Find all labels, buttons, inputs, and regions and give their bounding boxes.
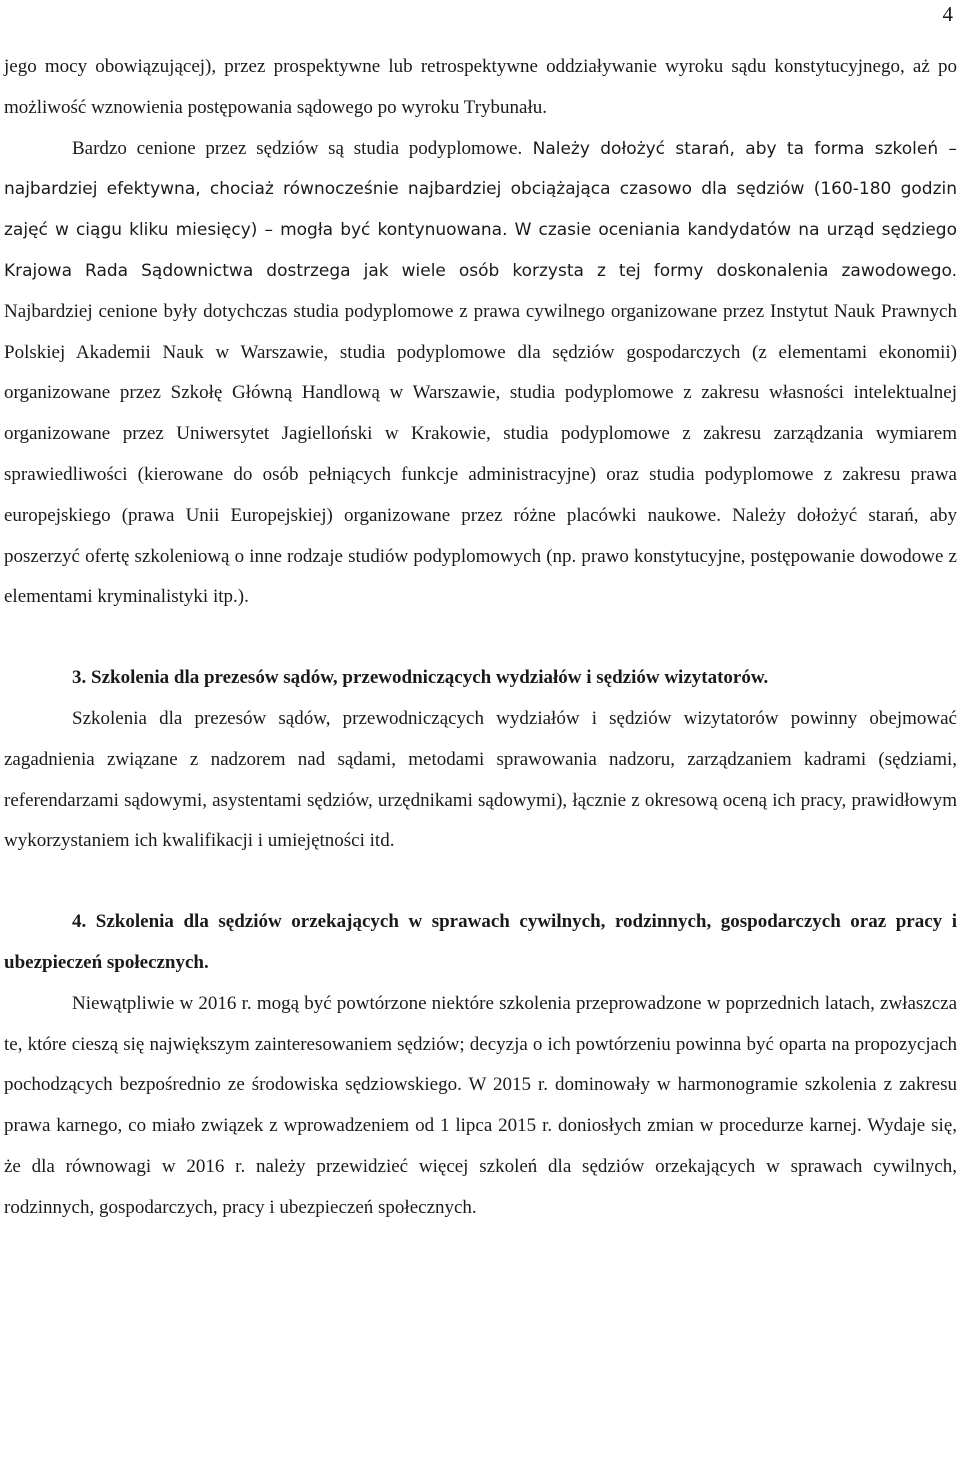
- paragraph-text-serif: mogą być powtórzone niektóre szkolenia przeprowadzone w poprzednich latach, zwłaszcza te, które cieszą się największym zainteresowaniem sędziów; decyzja o ich powtórzeniu powinna być oparta na propozycjach pochodzących bezpośrednio ze środowiska sędziowskiego.: [4, 992, 958, 1096]
- page-number: 4: [942, 2, 953, 26]
- paragraph-text-serif: należy przewidzieć więcej szkoleń dla sędziów orzekających w sprawach cywilnych, rodzinnych, gospodarczych, pracy i ubezpieczeń społecznych.: [4, 1155, 957, 1218]
- paragraph-court-presidents: [4, 699, 957, 862]
- section-heading-3: 3. Szkolenia dla prezesów sądów, przewodniczących wydziałów i sędziów wizytatorów.: [72, 667, 769, 689]
- paragraph-text: Szkolenia dla prezesów sądów, przewodniczących wydziałów i sędziów wizytatorów powinny obejmować zagadnienia związane z nadzorem nad sądami, metodami sprawowania nadzoru, zarządzaniem kadrami (sędziami, referendarzami sądowymi, asystentami sędziów, urzędnikami sądowymi), łącznie z okresową oceną ich pracy, prawidłowym wykorzystaniem ich kwalifikacji i umiejętności itd.: [4, 707, 957, 852]
- paragraph-continuation: [4, 47, 957, 129]
- paragraph-civil-judges: [4, 984, 957, 1229]
- paragraph-text-serif: doniosłych zmian w procedurze karnej. Wydaje się, że dla równowagi w 2016 r.: [4, 1115, 957, 1177]
- paragraph-text-serif: Niewątpliwie w 2016 r.: [72, 992, 252, 1014]
- document-body: [4, 47, 957, 1229]
- paragraph-text-sans: Należy dołożyć starań, aby ta forma szkoleń – najbardziej efektywna, chociaż równocześnie najbardziej obciążająca czasowo dla sędziów (160-180 godzin zajęć w ciągu kliku miesięcy) – mogła być kontynuowana. W czasie oceniania kandydatów na urząd sędziego Krajowa Rada Sądownictwa dostrzega jak wiele osób korzysta z tej formy doskonalenia zawodowego.: [4, 138, 957, 281]
- paragraph-text: jego mocy obowiązującej), przez prospektywne lub retrospektywne oddziaływanie wyroku sądu konstytucyjnego, aż po możliwość wznowienia postępowania sądowego po wyroku Trybunału.: [4, 56, 957, 118]
- section-heading-4: 4. Szkolenia dla sędziów orzekających w sprawach cywilnych, rodzinnych, gospodarczych oraz pracy i ubezpieczeń społecznych.: [4, 911, 957, 973]
- paragraph-text-serif: dominowały w harmonogramie szkolenia z zakresu prawa karnego, co miało związek z wprowadzeniem od 1 lipca 2015 r.: [4, 1074, 957, 1137]
- paragraph-text-serif: Należy dołożyć starań, aby poszerzyć ofertę szkoleniową o inne rodzaje studiów podyplomowych (np. prawo konstytucyjne, postępowanie dowodowe z elementami kryminalistyki itp.).: [4, 504, 957, 608]
- document-page: [4, 0, 957, 1478]
- paragraph-text-serif: Najbardziej cenione były dotychczas studia podyplomowe z prawa cywilnego organizowane przez Instytut Nauk Prawnych Polskiej Akademii Nauk w Warszawie, studia podyplomowe dla sędziów gospodarczych (z elementami ekonomii) organizowane przez Szkołę Główną Handlową w Warszawie, studia podyplomowe z zakresu własności intelektualnej organizowane przez Uniwersytet Jagielloński w Krakowie, studia podyplomowe z zakresu zarządzania wymiarem sprawiedliwości (kierowane do osób pełniących funkcje administracyjne) oraz studia podyplomowe z zakresu prawa europejskiego (prawa Unii Europejskiej) organizowane przez różne placówki naukowe.: [4, 300, 957, 526]
- paragraph-text-serif: Bardzo cenione przez sędziów są studia podyplomowe.: [72, 137, 523, 159]
- paragraph-postgraduate-studies: [4, 129, 957, 619]
- paragraph-text-serif: W 2015 r.: [461, 1074, 549, 1096]
